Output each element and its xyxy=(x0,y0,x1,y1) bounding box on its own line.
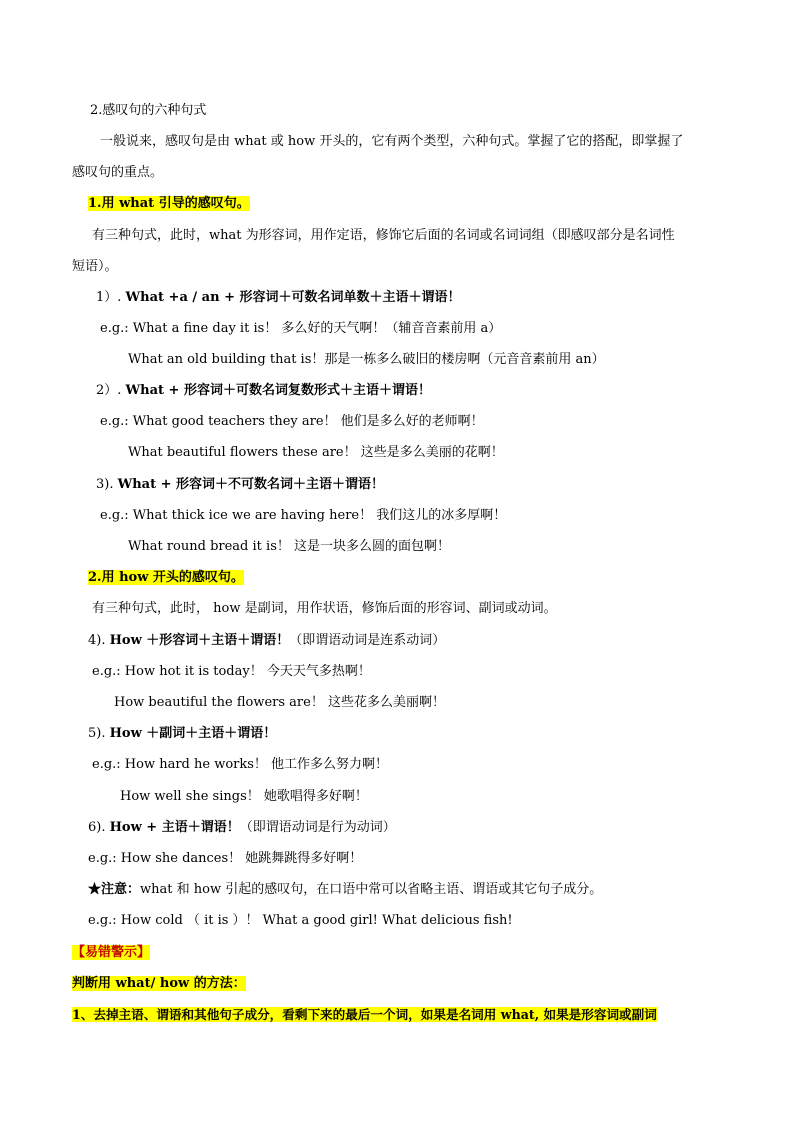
pattern-3 xyxy=(96,476,384,494)
pattern-3-number: 3). xyxy=(96,477,118,492)
intro-paragraph-line-1: 一般说来，感叹句是由 what 或 how 开头的，它有两个类型，六种句式。掌握了它的搭配，即掌握了 xyxy=(100,134,684,149)
example-1b: What an old building that is！那是一栋多么破旧的楼房啊（元音音素前用 an） xyxy=(128,352,605,367)
rule-1-highlight: 1、去掉主语、谓语和其他句子成分，看剩下来的最后一个词，如果是名词用 what, 如果是形容词或副词 xyxy=(72,1007,657,1022)
pattern-5-number: 5). xyxy=(88,726,110,741)
pattern-4-note: （即谓语动词是连系动词） xyxy=(289,633,446,648)
part2-heading xyxy=(88,569,244,587)
section-title: 2.感叹句的六种句式 xyxy=(90,103,207,118)
attention-label: ★注意： xyxy=(88,882,141,897)
pattern-1 xyxy=(96,289,461,307)
rule-1 xyxy=(72,1006,657,1024)
part1-description-line-1: 有三种句式，此时，what 为形容词，用作定语，修饰它后面的名词或名词词组（即感叹部分是名词性 xyxy=(92,228,675,243)
pattern-2-formula: What + 形容词＋可数名词复数形式＋主语＋谓语！ xyxy=(125,383,431,398)
example-5a: e.g.: How hard he works！ 他工作多么努力啊！ xyxy=(92,757,389,772)
pattern-6-note: （即谓语动词是行为动词） xyxy=(239,820,396,835)
pattern-1-formula: What +a / an + 形容词＋可数名词单数＋主语＋谓语！ xyxy=(125,290,461,305)
warning-tag-highlight: 【易错警示】 xyxy=(72,945,151,960)
attention-text: what 和 how 引起的感叹句，在口语中常可以省略主语、谓语或其它句子成分。 xyxy=(140,882,603,897)
example-2b: What beautiful flowers these are！ 这些是多么美丽的花啊！ xyxy=(128,445,504,460)
intro-paragraph-line-2: 感叹句的重点。 xyxy=(72,165,164,180)
pattern-6 xyxy=(88,819,396,837)
part1-description-line-2: 短语）。 xyxy=(72,259,118,274)
pattern-4 xyxy=(88,632,445,650)
pattern-2 xyxy=(96,382,431,400)
part2-description: 有三种句式，此时， how 是副词，用作状语，修饰后面的形容词、副词或动词。 xyxy=(92,601,557,616)
example-attention: e.g.: How cold （ it is ）！ What a good girl! What delicious fish! xyxy=(88,913,513,928)
pattern-1-number: 1）. xyxy=(96,290,126,305)
example-3a: e.g.: What thick ice we are having here！ 我们这儿的冰多厚啊！ xyxy=(100,508,507,523)
example-5b: How well she sings！ 她歌唱得多好啊！ xyxy=(120,789,368,804)
part2-heading-highlight: 2.用 how 开头的感叹句。 xyxy=(88,570,244,585)
part1-heading-highlight: 1.用 what 引导的感叹句。 xyxy=(88,196,250,211)
method-title xyxy=(72,975,246,993)
example-4a: e.g.: How hot it is today！ 今天天气多热啊！ xyxy=(92,664,371,679)
example-3b: What round bread it is！ 这是一块多么圆的面包啊！ xyxy=(128,539,450,554)
part1-heading xyxy=(88,195,250,213)
pattern-6-formula: How + 主语＋谓语！ xyxy=(109,820,240,835)
pattern-4-number: 4). xyxy=(88,633,110,648)
pattern-6-number: 6). xyxy=(88,820,110,835)
pattern-3-formula: What + 形容词＋不可数名词＋主语＋谓语！ xyxy=(117,477,385,492)
pattern-2-number: 2）. xyxy=(96,383,126,398)
method-title-highlight: 判断用 what/ how 的方法： xyxy=(72,976,246,991)
example-6a: e.g.: How she dances！ 她跳舞跳得多好啊！ xyxy=(88,851,363,866)
pattern-4-formula: How ＋形容词＋主语＋谓语！ xyxy=(109,633,290,648)
example-1a: e.g.: What a fine day it is！ 多么好的天气啊！（辅音音素前用 a） xyxy=(100,321,502,336)
example-4b: How beautiful the flowers are！ 这些花多么美丽啊！ xyxy=(114,695,445,710)
pattern-5 xyxy=(88,725,276,743)
pattern-5-formula: How ＋副词＋主语＋谓语！ xyxy=(109,726,277,741)
warning-tag xyxy=(72,944,150,962)
example-2a: e.g.: What good teachers they are！ 他们是多么好的老师啊！ xyxy=(100,414,484,429)
attention-note xyxy=(88,881,602,899)
